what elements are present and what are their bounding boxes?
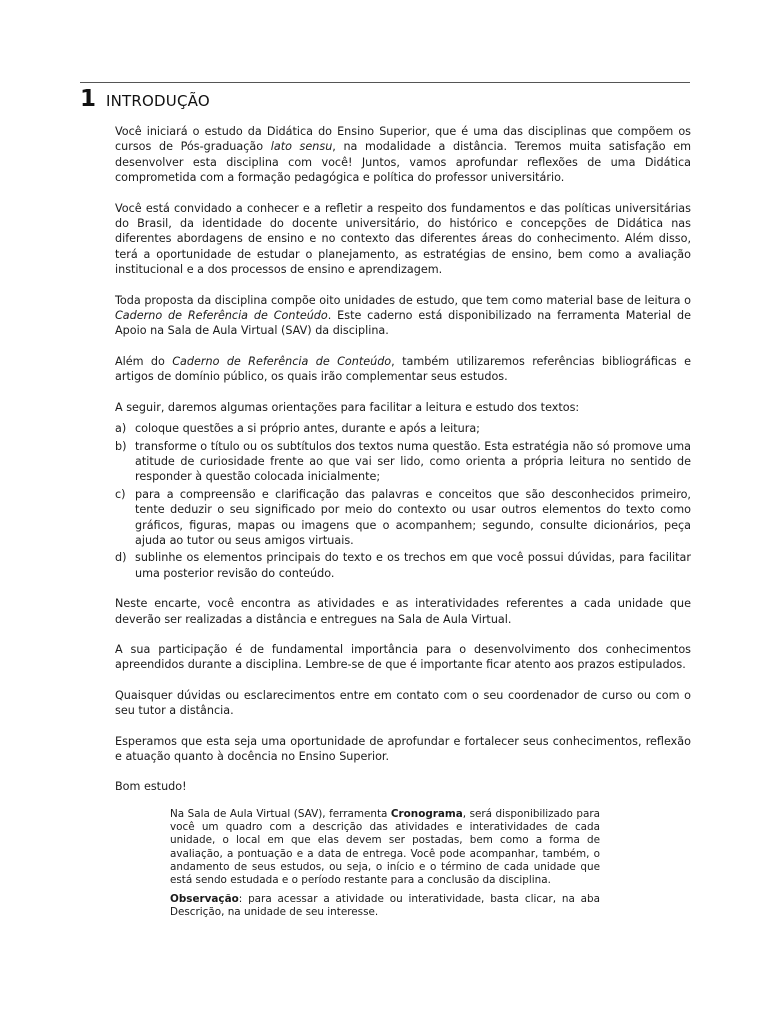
- body-text: [115, 124, 691, 810]
- list-item: a) coloque questões a si próprio antes, durante e após a leitura;: [115, 422, 480, 436]
- note-paragraph-1: Na Sala de Aula Virtual (SAV), ferramenta Cronograma, será disponibilizado para você um quadro com a descrição das atividades e interatividades de cada unidade, o local em que elas devem ser postadas, bem como a forma de avaliação, a pontuação e a data de entrega. Você pode acompanhar, também, o andamento de seus estudos, ou seja, o início e o término de cada unidade que está sendo estudada e o período restante para a conclusão da disciplina.: [170, 808, 600, 887]
- paragraph-7: A sua participação é de fundamental importância para o desenvolvimento dos conhecimentos apreendidos durante a disciplina. Lembre-se de que é importante ficar atento aos prazos estipulados.: [115, 642, 691, 672]
- paragraph-8: Quaisquer dúvidas ou esclarecimentos entre em contato com o seu coordenador de curso ou com o seu tutor a distância.: [115, 688, 691, 718]
- closing-line: Bom estudo!: [115, 780, 187, 794]
- paragraph-9: Esperamos que esta seja uma oportunidade de aprofundar e fortalecer seus conhecimentos, reflexão e atuação quanto à docência no Ensino Superior.: [115, 734, 691, 763]
- paragraph-2: Você está convidado a conhecer e a refletir a respeito dos fundamentos e das políticas universitárias do Brasil, da identidade do docente universitário, do histórico e concepções de Didática nas diferentes abordagens de ensino e no contexto das diferentes áreas do conhecimento. Além disso, terá a oportunidade de estudar o planejamento, as estratégias de ensino, bem como a avaliação institucional e a dos processos de ensino e aprendizagem.: [115, 201, 691, 277]
- section-heading: [80, 86, 210, 116]
- list-item: b) transforme o título ou os subtítulos dos textos numa questão. Esta estratégia não só promove uma atitude de curiosidade frente ao que vai ser lido, como orienta a própria leitura no sentido de responder à questão colocada inicialmente;: [115, 439, 691, 484]
- top-rule: [80, 82, 690, 83]
- paragraph-6: Neste encarte, você encontra as atividades e as interatividades referentes a cada unidade que deverão ser realizadas a distância e entregues na Sala de Aula Virtual.: [115, 597, 691, 626]
- paragraph-5: A seguir, daremos algumas orientações para facilitar a leitura e estudo dos textos:: [115, 400, 580, 414]
- paragraph-1: Você iniciará o estudo da Didática do Ensino Superior, que é uma das disciplinas que compõem os cursos de Pós-graduação lato sensu, na modalidade a distância. Teremos muita satisfação em desenvolver esta disciplina com você! Juntos, vamos aprofundar reflexões de uma Didática comprometida com a formação pedagógica e política do professor universitário.: [115, 125, 691, 185]
- list-item: d) sublinhe os elementos principais do texto e os trechos em que você possui dúvidas, para facilitar uma posterior revisão do conteúdo.: [115, 551, 691, 580]
- note-box: [170, 808, 600, 926]
- section-number: 1: [80, 86, 97, 112]
- note-paragraph-2: Observação: para acessar a atividade ou interatividade, basta clicar, na aba Descrição, na unidade de seu interesse.: [170, 893, 600, 919]
- list-item: c) para a compreensão e clarificação das palavras e conceitos que são desconhecidos primeiro, tente deduzir o seu significado por meio do contexto ou usar outros elementos do texto como gráficos, figuras, mapas ou imagens que o acompanhem; segundo, consulte dicionários, peça ajuda ao tutor ou seus amigos virtuais.: [115, 487, 691, 547]
- paragraph-3: Toda proposta da disciplina compõe oito unidades de estudo, que tem como material base de leitura o Caderno de Referência de Conteúdo. Este caderno está disponibilizado na ferramenta Material de Apoio na Sala de Aula Virtual (SAV) da disciplina.: [115, 293, 691, 338]
- paragraph-4: Além do Caderno de Referência de Conteúdo, também utilizaremos referências bibliográficas e artigos de domínio público, os quais irão complementar seus estudos.: [115, 354, 691, 384]
- guidance-list: [115, 421, 691, 581]
- section-title: INTRODUÇÃO: [106, 92, 210, 110]
